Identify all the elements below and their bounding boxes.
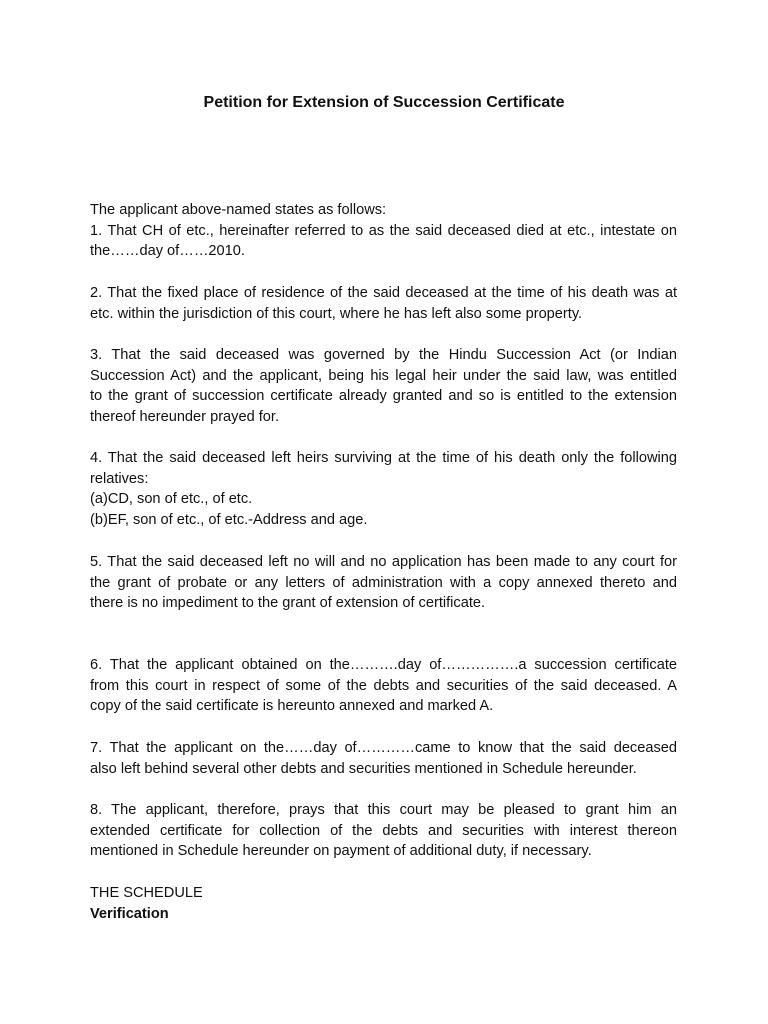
document-title: Petition for Extension of Succession Certificate — [203, 94, 565, 111]
p2-line-1: 2. That the fixed place of residence of the said deceased at the time of his death was at — [90, 285, 677, 301]
closing-headings — [90, 883, 677, 924]
p5-line-1: 5. That the said deceased left no will and no application has been made to any court for — [90, 554, 677, 570]
p8-line-2: extended certificate for collection of the debts and securities with interest thereon — [90, 822, 677, 839]
p7-line-2: also left behind several other debts and securities mentioned in Schedule hereunder. — [90, 760, 637, 777]
p3-line-2: Succession Act) and the applicant, being his legal heir under the said law, was entitled — [90, 367, 677, 384]
paragraph-4 — [90, 448, 677, 531]
p4-line-2: relatives: — [90, 470, 149, 487]
p6-line-3: copy of the said certificate is hereunto annexed and marked A. — [90, 698, 494, 715]
p4-heir-b: (b)EF, son of etc., of etc.-Address and age. — [90, 512, 368, 529]
p7-line-1: 7. That the applicant on the……day of…………came to know that the said deceased — [90, 740, 677, 756]
paragraph-7 — [90, 738, 677, 779]
p2-line-2: etc. within the jurisdiction of this court, where he has left also some property. — [90, 305, 583, 322]
p4-heir-a: (a)CD, son of etc., of etc. — [90, 491, 253, 508]
p5-line-3: there is no impediment to the grant of extension of certificate. — [90, 595, 486, 612]
p1-line-2: the……day of……2010. — [90, 243, 245, 260]
p6-line-2: from this court in respect of some of the debts and securities of the said deceased. A — [90, 677, 677, 694]
p4-line-1: 4. That the said deceased left heirs surviving at the time of his death only the following — [90, 450, 677, 466]
paragraph-3 — [90, 345, 677, 428]
p3-line-1: 3. That the said deceased was governed by the Hindu Succession Act (or Indian — [90, 347, 677, 363]
schedule-heading: THE SCHEDULE — [90, 885, 203, 901]
p1-line-1: 1. That CH of etc., hereinafter referred to as the said deceased died at etc., intestate on — [90, 222, 677, 239]
paragraph-6 — [90, 655, 677, 717]
p3-line-3: to the grant of succession certificate already granted and so is entitled to the extension — [90, 388, 677, 405]
p5-line-2: the grant of probate or any letters of administration with a copy annexed thereto and — [90, 574, 677, 591]
verification-heading: Verification — [90, 905, 169, 922]
paragraph-5 — [90, 552, 677, 614]
p3-line-4: thereof hereunder prayed for. — [90, 409, 280, 426]
paragraph-intro — [90, 200, 677, 262]
paragraph-8 — [90, 800, 677, 862]
paragraph-2 — [90, 283, 677, 324]
p8-line-1: 8. The applicant, therefore, prays that this court may be pleased to grant him an — [90, 802, 677, 818]
p8-line-3: mentioned in Schedule hereunder on payment of additional duty, if necessary. — [90, 843, 592, 860]
p6-line-1: 6. That the applicant obtained on the……….day of…………….a succession certificate — [90, 657, 677, 673]
intro-line: The applicant above-named states as follows: — [90, 202, 387, 218]
